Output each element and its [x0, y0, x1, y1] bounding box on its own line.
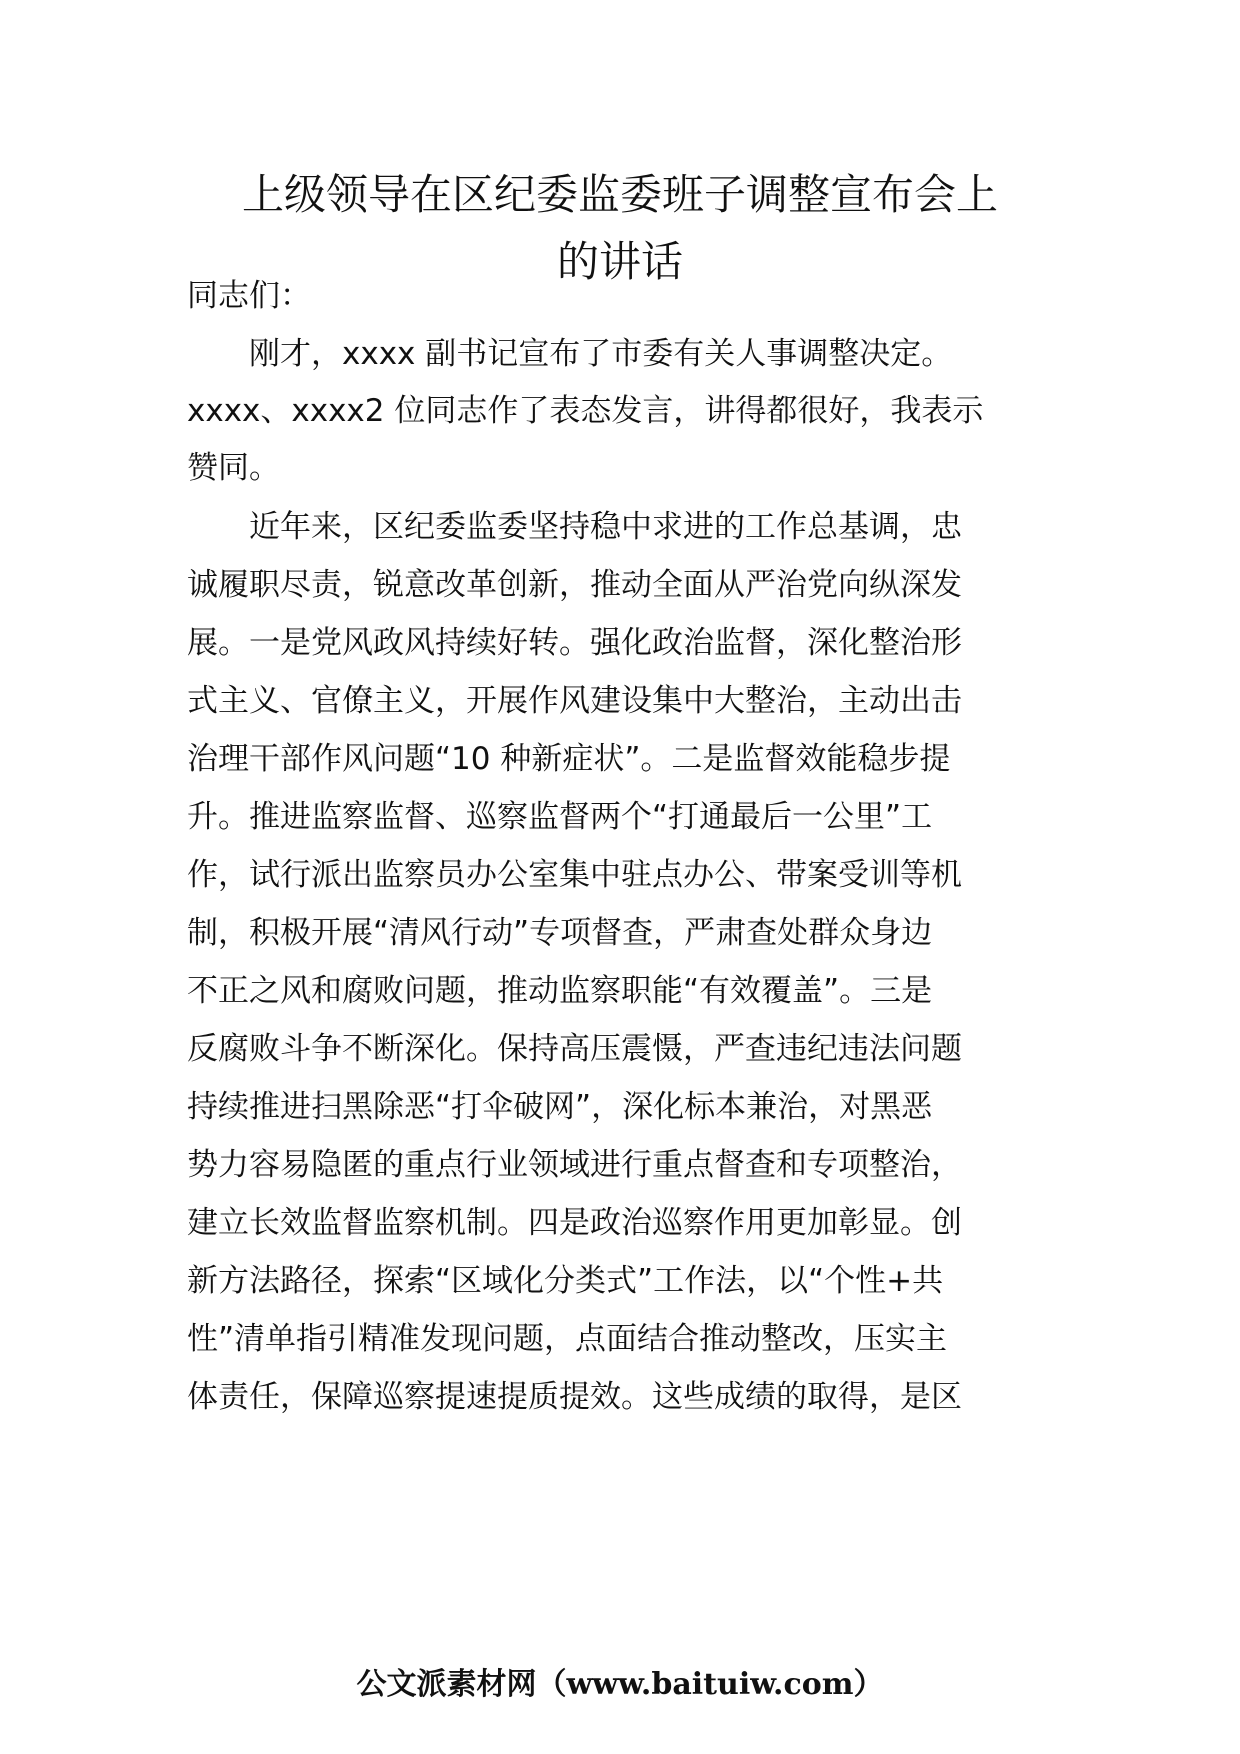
body-line: 反腐败斗争不断深化。保持高压震慑，严查违纪违法问题	[187, 1031, 962, 1067]
body-line: 赞同。	[187, 450, 280, 486]
body-line: 作，试行派出监察员办公室集中驻点办公、带案受训等机	[187, 857, 962, 893]
salutation: 同志们：	[187, 278, 311, 314]
footer-watermark: 公文派素材网（www.baituiw.com）	[356, 1667, 884, 1702]
body-line: 升。推进监察监督、巡察监督两个“打通最后一公里”工	[187, 799, 933, 835]
body-line: 刚才，xxxx 副书记宣布了市委有关人事调整决定。	[187, 336, 953, 372]
body-line: 式主义、官僚主义，开展作风建设集中大整治，主动出击	[187, 683, 962, 719]
body-line: 势力容易隐匿的重点行业领域进行重点督查和专项整治，	[187, 1147, 962, 1183]
body-line: 近年来，区纪委监委坚持稳中求进的工作总基调，忠	[187, 509, 962, 545]
body-line: 诚履职尽责，锐意改革创新，推动全面从严治党向纵深发	[187, 567, 962, 603]
body-line: 持续推进扫黑除恶“打伞破网”，深化标本兼治，对黑恶	[187, 1089, 933, 1125]
body-line: 新方法路径，探索“区域化分类式”工作法，以“个性+共	[187, 1263, 944, 1299]
body-line: 治理干部作风问题“10 种新症状”。二是监督效能稳步提	[187, 741, 951, 777]
document-title-line-1: 上级领导在区纪委监委班子调整宣布会上	[241, 170, 998, 219]
body-line: 性”清单指引精准发现问题，点面结合推动整改，压实主	[187, 1321, 948, 1357]
body-line: 不正之风和腐败问题，推动监察职能“有效覆盖”。三是	[187, 973, 933, 1009]
body-line: 体责任，保障巡察提速提质提效。这些成绩的取得，是区	[187, 1379, 962, 1415]
document-title-line-2: 的讲话	[556, 237, 683, 286]
body-line: xxxx、xxxx2 位同志作了表态发言，讲得都很好，我表示	[187, 393, 984, 429]
body-line: 制，积极开展“清风行动”专项督查，严肃查处群众身边	[187, 915, 933, 951]
body-line: 建立长效监督监察机制。四是政治巡察作用更加彰显。创	[187, 1205, 962, 1241]
body-line: 展。一是党风政风持续好转。强化政治监督，深化整治形	[187, 625, 962, 661]
